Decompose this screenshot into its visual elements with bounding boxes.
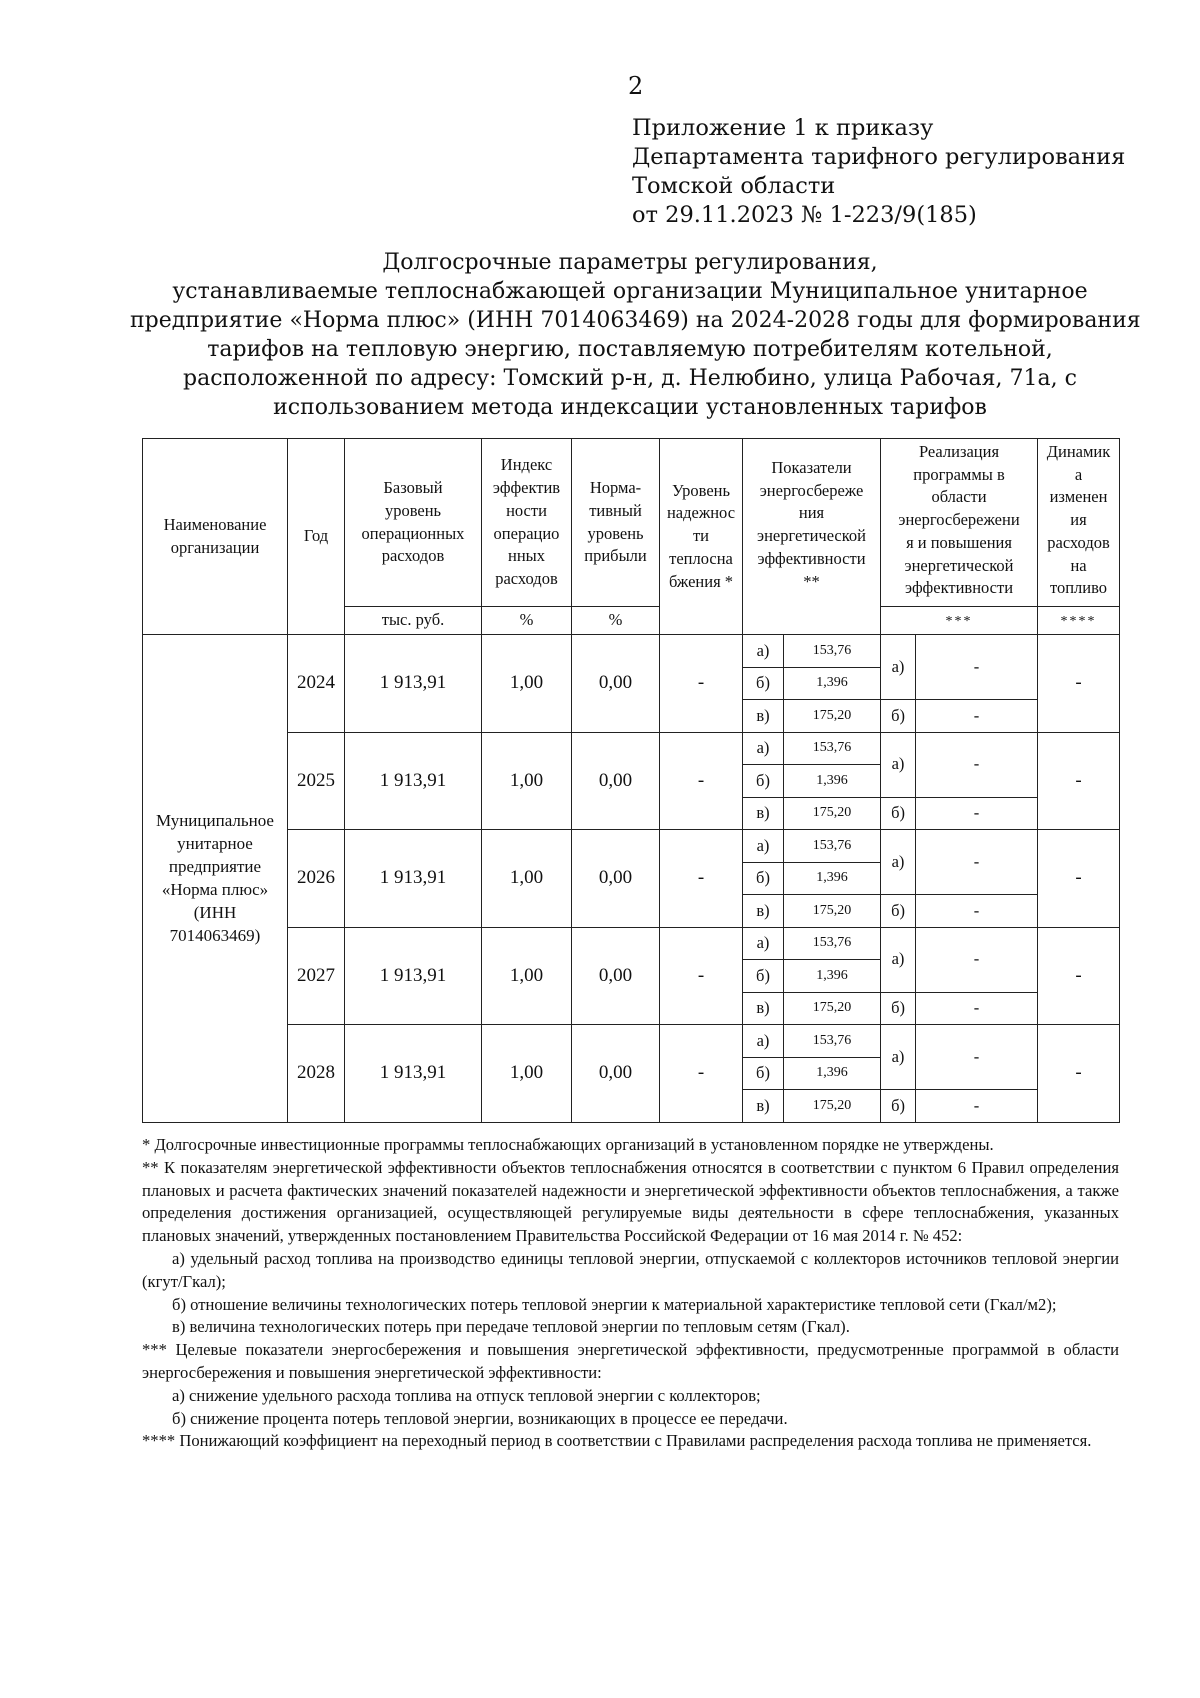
indicator-value: 1,396 [784,862,881,895]
footnote-item: б) снижение процента потерь тепловой энергии, возникающих в процессе ее передачи. [172,1408,788,1428]
program-value: - [916,1090,1038,1123]
footnote-item: а) снижение удельного расхода топлива на отпуск тепловой энергии с коллекторов; [172,1385,761,1405]
base-costs-cell: 1 913,91 [345,635,482,733]
program-value: - [916,700,1038,733]
indicator-label: в) [743,700,784,733]
indicator-label: в) [743,992,784,1025]
table-row [143,927,1120,960]
base-costs-cell: 1 913,91 [345,927,482,1025]
indicator-value: 153,76 [784,635,881,668]
document-title [130,248,1141,422]
page-number: 2 [628,72,644,100]
year-cell: 2028 [288,1025,345,1123]
reliability-cell: - [660,1025,743,1123]
program-label: а) [881,635,916,700]
appendix-line: Департамента тарифного регулирования [632,144,1126,170]
table-row [143,1025,1120,1058]
indicator-label: б) [743,1057,784,1090]
org-name-cell: Муниципальное унитарное предприятие «Норма плюс» (ИНН 7014063469) [143,635,288,1123]
year-cell: 2026 [288,830,345,928]
indicator-label: а) [743,830,784,863]
efficiency-index-cell: 1,00 [482,1025,572,1123]
indicator-label: б) [743,765,784,798]
indicator-value: 175,20 [784,895,881,928]
normative-profit-cell: 0,00 [572,830,660,928]
efficiency-index-cell: 1,00 [482,732,572,830]
footnotes [142,1134,1119,1453]
indicator-label: б) [743,862,784,895]
indicator-label: а) [743,927,784,960]
year-cell: 2024 [288,635,345,733]
indicator-label: а) [743,732,784,765]
reliability-cell: - [660,732,743,830]
indicator-value: 1,396 [784,667,881,700]
reliability-cell: - [660,830,743,928]
footnote: **** Понижающий коэффициент на переходный период в соответствии с Правилами распределения расхода топлива не применяется. [142,1431,1092,1451]
appendix-line: Приложение 1 к приказу [632,115,934,141]
fuel-dynamics-cell: - [1038,635,1120,733]
indicator-value: 175,20 [784,700,881,733]
program-label: б) [881,992,916,1025]
fuel-dynamics-cell: - [1038,732,1120,830]
title-line: тарифов на тепловую энергию, поставляемую потребителям котельной, [207,337,1053,362]
parameters-table [142,438,1120,1123]
indicator-value: 153,76 [784,732,881,765]
footnote-item: б) отношение величины технологических потерь тепловой энергии к материальной характеристике тепловой сети (Гкал/м2); [172,1294,1057,1314]
base-costs-cell: 1 913,91 [345,732,482,830]
indicator-value: 153,76 [784,927,881,960]
reliability-cell: - [660,927,743,1025]
footnote-item: а) удельный расход топлива на производство единицы тепловой энергии, отпускаемой с коллекторов источников тепловой энергии (кгут/Гкал); [142,1248,1119,1291]
header-year: Год [288,439,345,635]
table-row [143,635,1120,668]
header-reliability: Уровень надежнос ти теплосна бжения * [660,439,743,635]
header-base-costs: Базовый уровень операционных расходов [345,439,482,607]
program-value: - [916,635,1038,700]
efficiency-index-cell: 1,00 [482,830,572,928]
header-program: Реализация программы в области энергосбережени я и повышения энергетической эффективности [881,439,1038,607]
year-cell: 2025 [288,732,345,830]
indicator-label: а) [743,1025,784,1058]
header-org: Наименование организации [143,439,288,635]
indicator-value: 1,396 [784,765,881,798]
program-label: а) [881,830,916,895]
indicator-value: 175,20 [784,797,881,830]
efficiency-index-cell: 1,00 [482,927,572,1025]
table-row [143,732,1120,765]
header-energy-indicators: Показатели энергосбереже ния энергетической эффективности ** [743,439,881,635]
program-value: - [916,732,1038,797]
base-costs-cell: 1 913,91 [345,830,482,928]
indicator-label: в) [743,797,784,830]
indicator-value: 175,20 [784,992,881,1025]
indicator-label: б) [743,960,784,993]
program-value: - [916,830,1038,895]
normative-profit-cell: 0,00 [572,635,660,733]
unit-index: % [482,607,572,635]
year-cell: 2027 [288,927,345,1025]
program-value: - [916,895,1038,928]
fuel-dynamics-cell: - [1038,830,1120,928]
normative-profit-cell: 0,00 [572,732,660,830]
header-fuel-dynamics: Динамик а изменен ия расходов на топливо [1038,439,1120,607]
indicator-value: 1,396 [784,960,881,993]
indicator-label: б) [743,667,784,700]
reliability-cell: - [660,635,743,733]
program-label: б) [881,797,916,830]
indicator-label: а) [743,635,784,668]
program-label: б) [881,1090,916,1123]
indicator-value: 153,76 [784,830,881,863]
program-footnote-mark: *** [881,607,1038,635]
normative-profit-cell: 0,00 [572,1025,660,1123]
title-line: использованием метода индексации установленных тарифов [273,395,987,420]
unit-base: тыс. руб. [345,607,482,635]
footnote-item: в) величина технологических потерь при передаче тепловой энергии по тепловым сетям (Гкал). [172,1317,850,1337]
title-line: устанавливаемые теплоснабжающей организации Муниципальное унитарное [172,279,1088,304]
unit-profit: % [572,607,660,635]
dynamics-footnote-mark: **** [1038,607,1120,635]
base-costs-cell: 1 913,91 [345,1025,482,1123]
normative-profit-cell: 0,00 [572,927,660,1025]
appendix-line: Томской области [632,173,836,199]
program-label: а) [881,1025,916,1090]
appendix-block [632,114,1125,230]
title-line: расположенной по адресу: Томский р-н, д. Нелюбино, улица Рабочая, 71а, с [183,366,1077,391]
program-label: а) [881,732,916,797]
table-row [143,830,1120,863]
program-value: - [916,927,1038,992]
footnote: *** Целевые показатели энергосбережения и повышения энергетической эффективности, предусмотренные программой в области энергосбережения и повышения энергетической эффективности: [142,1340,1119,1382]
program-label: а) [881,927,916,992]
footnote: ** К показателям энергетической эффективности объектов теплоснабжения относятся в соответствии с пунктом 6 Правил определения плановых и расчета фактических значений показателей надежности и энергетической эффективности объектов теплоснабжения, а также определения достижения организацией, осуществляющей регулируемые виды деятельности в сфере теплоснабжения, указанных плановых значений, утвержденных постановлением Правительства Российской Федерации от 16 мая 2014 г. № 452: [142,1157,1119,1246]
program-label: б) [881,895,916,928]
indicator-value: 175,20 [784,1090,881,1123]
indicator-value: 153,76 [784,1025,881,1058]
footnote: * Долгосрочные инвестиционные программы теплоснабжающих организаций в установленном порядке не утверждены. [142,1135,994,1154]
title-line: Долгосрочные параметры регулирования, [382,250,878,275]
program-value: - [916,992,1038,1025]
indicator-label: в) [743,1090,784,1123]
program-value: - [916,1025,1038,1090]
fuel-dynamics-cell: - [1038,1025,1120,1123]
fuel-dynamics-cell: - [1038,927,1120,1025]
indicator-value: 1,396 [784,1057,881,1090]
title-line: предприятие «Норма плюс» (ИНН 7014063469) на 2024-2028 годы для формирования [130,308,1141,333]
program-value: - [916,797,1038,830]
header-efficiency-index: Индекс эффектив ности операцио нных расходов [482,439,572,607]
indicator-label: в) [743,895,784,928]
appendix-line: от 29.11.2023 № 1-223/9(185) [632,202,977,228]
program-label: б) [881,700,916,733]
header-normative-profit: Норма- тивный уровень прибыли [572,439,660,607]
efficiency-index-cell: 1,00 [482,635,572,733]
